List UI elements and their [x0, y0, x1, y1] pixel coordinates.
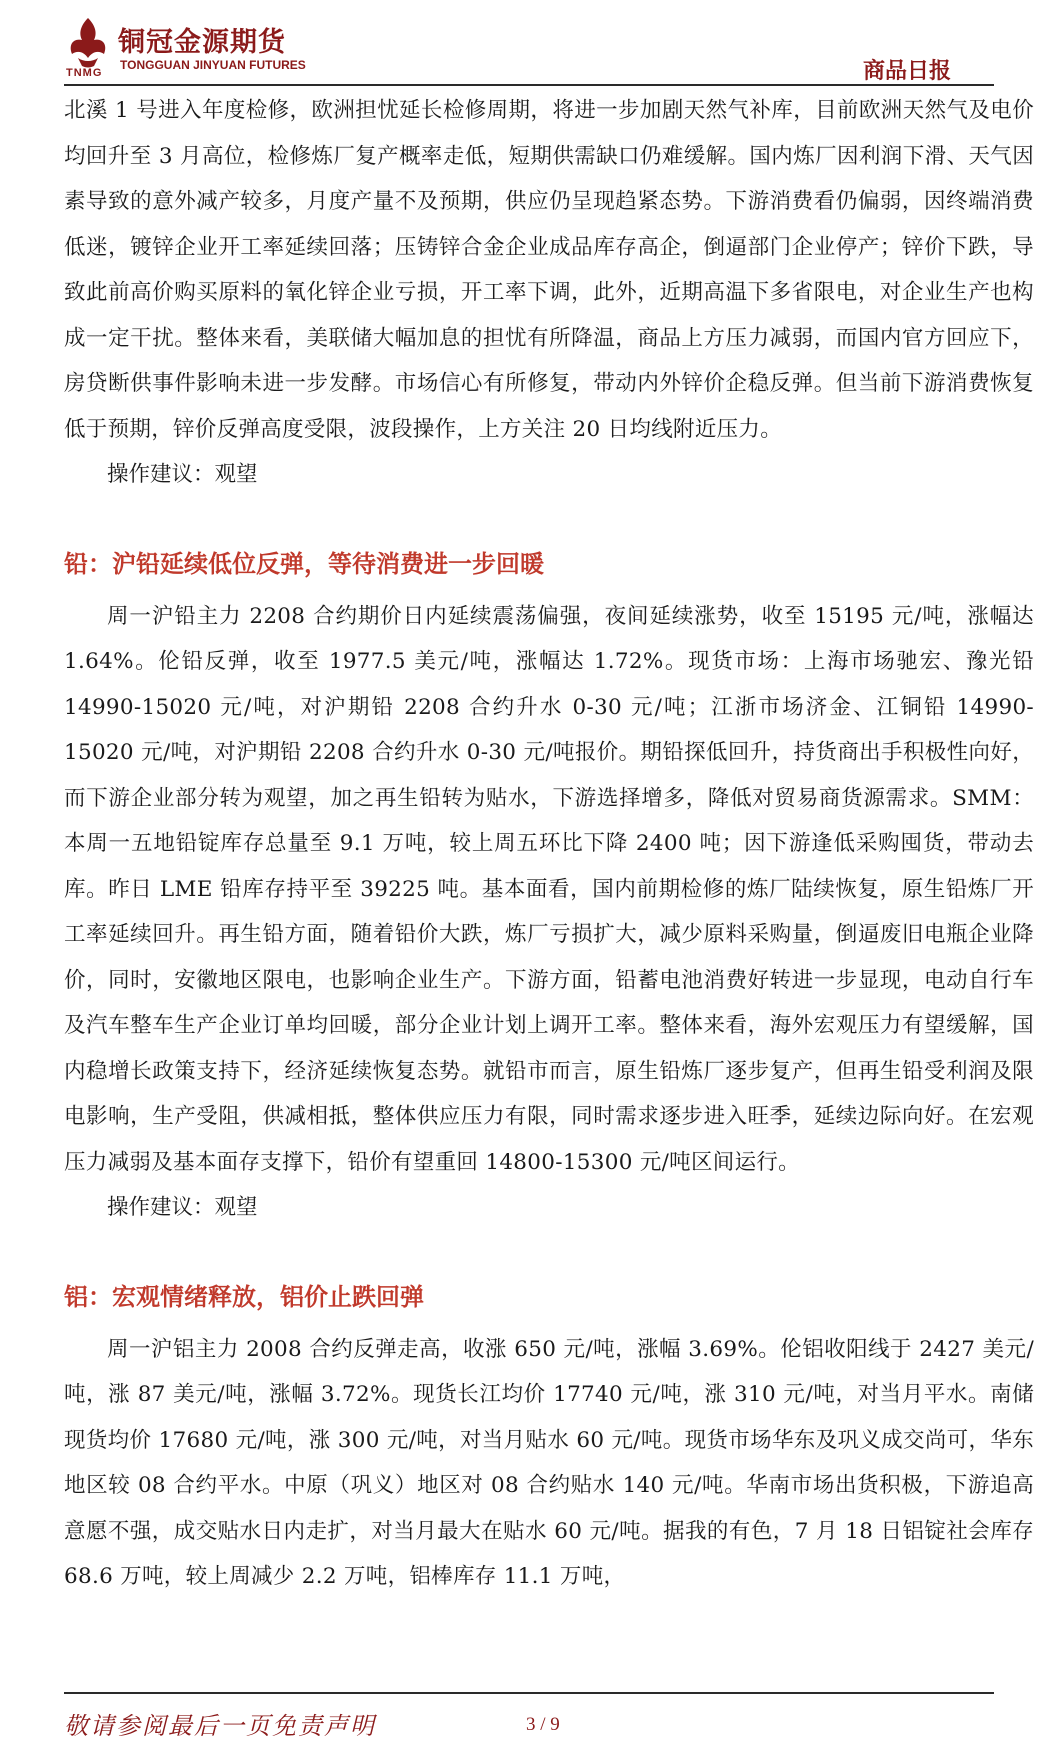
- logo-en-name: TONGGUAN JINYUAN FUTURES: [120, 58, 306, 72]
- logo-cn-name: 铜冠金源期货: [118, 27, 286, 58]
- page-footer: [0, 1692, 1054, 1750]
- report-type: 商品日报: [862, 59, 951, 84]
- logo-abbr: TNMG: [66, 67, 103, 79]
- header-divider: [64, 84, 994, 86]
- zinc-paragraph: 北溪 1 号进入年度检修，欧洲担忧延长检修周期，将进一步加剧天然气补库，目前欧洲天然气及电价均回升至 3 月高位，检修炼厂复产概率走低，短期供需缺口仍难缓解。国内炼厂因利润下滑、天气因素导致的意外减产较多，月度产量不及预期，供应仍呈现趋紧态势。下游消费看仍偏弱，因终端消费低迷，镀锌企业开工率延续回落；压铸锌合金企业成品库存高企，倒逼部门企业停产；锌价下跌，导致此前高价购买原料的氧化锌企业亏损，开工率下调，此外，近期高温下多省限电，对企业生产也构成一定干扰。整体来看，美联储大幅加息的担忧有所降温，商品上方压力减弱，而国内官方回应下，房贷断供事件影响未进一步发酵。市场信心有所修复，带动内外锌价企稳反弹。但当前下游消费恢复低于预期，锌价反弹高度受限，波段操作，上方关注 20 日均线附近压力。: [64, 98, 1034, 442]
- aluminum-paragraph: 周一沪铝主力 2008 合约反弹走高，收涨 650 元/吨，涨幅 3.69%。伦铝收阳线于 2427 美元/吨，涨 87 美元/吨，涨幅 3.72%。现货长江均价 17740 元/吨，涨 310 元/吨，对当月平水。南储现货均价 17680 元/吨，涨 300 元/吨，对当月贴水 60 元/吨。现货市场华东及巩义成交尚可，华东地区较 08 合约平水。中原（巩义）地区对 08 合约贴水 140 元/吨。华南市场出货积极，下游追高意愿不强，成交贴水日内走扩，对当月最大在贴水 60 元/吨。据我的有色，7 月 18 日铝锭社会库存 68.6 万吨，较上周减少 2.2 万吨，铝棒库存 11.1 万吨，: [64, 1336, 1034, 1589]
- lead-paragraph: 周一沪铅主力 2208 合约期价日内延续震荡偏强，夜间延续涨势，收至 15195 元/吨，涨幅达 1.64%。伦铅反弹，收至 1977.5 美元/吨，涨幅达 1.72%。现货市场：上海市场驰宏、豫光铅 14990-15020 元/吨，对沪期铅 2208 合约升水 0-30 元/吨；江浙市场济金、江铜铅 14990-15020 元/吨，对沪期铅 2208 合约升水 0-30 元/吨报价。期铅探低回升，持货商出手积极性向好，而下游企业部分转为观望，加之再生铅转为贴水，下游选择增多，降低对贸易商货源需求。SMM：本周一五地铅锭库存总量至 9.1 万吨，较上周五环比下降 2400 吨；因下游逢低采购囤货，带动去库。昨日 LME 铅库存持平至 39225 吨。基本面看，国内前期检修的炼厂陆续恢复，原生铅炼厂开工率延续回升。再生铅方面，随着铅价大跌，炼厂亏损扩大，减少原料采购量，倒逼废旧电瓶企业降价，同时，安徽地区限电，也影响企业生产。下游方面，铅蓄电池消费好转进一步显现，电动自行车及汽车整车生产企业订单均回暖，部分企业计划上调开工率。整体来看，海外宏观压力有望缓解，国内稳增长政策支持下，经济延续恢复态势。就铅市而言，原生铅炼厂逐步复产，但再生铅受利润及限电影响，生产受阻，供减相抵，整体供应压力有限，同时需求逐步进入旺季，延续边际向好。在宏观压力减弱及基本面存支撑下，铅价有望重回 14800-15300 元/吨区间运行。: [64, 603, 1034, 1175]
- aluminum-title: 铝：宏观情绪释放，铝价止跌回弹: [64, 1282, 424, 1311]
- lead-section: [64, 540, 1034, 1231]
- document-body: [64, 88, 1034, 1600]
- zinc-advice: 操作建议：观望: [107, 462, 258, 487]
- zinc-section-continued: [64, 88, 1034, 498]
- page-number: 3 / 9: [526, 1714, 560, 1735]
- disclaimer-note: 敬请参阅最后一页免责声明: [64, 1712, 376, 1740]
- lead-advice: 操作建议：观望: [107, 1195, 258, 1220]
- footer-divider: [64, 1692, 994, 1694]
- lead-title: 铅：沪铅延续低位反弹，等待消费进一步回暖: [64, 549, 544, 578]
- aluminum-section: [64, 1273, 1034, 1600]
- page-header: [0, 0, 1054, 90]
- company-logo: [64, 14, 364, 80]
